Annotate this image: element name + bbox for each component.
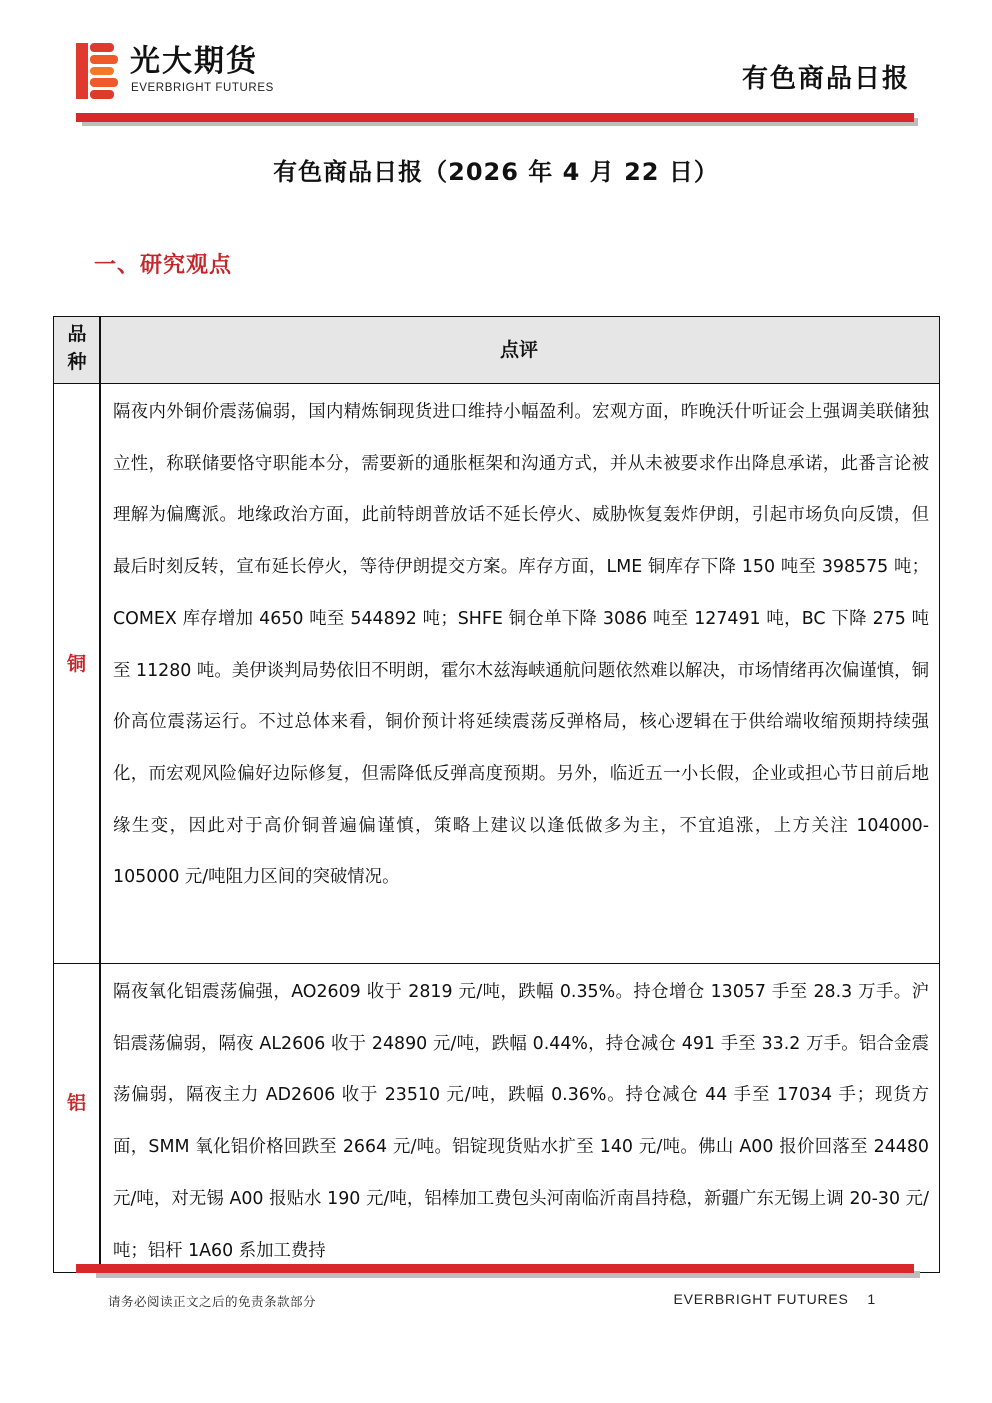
- research-table: [53, 316, 940, 1273]
- table-row-aluminium: [54, 964, 939, 1273]
- footer-rule: [76, 1264, 914, 1273]
- header-cell-product: 品种: [67, 323, 87, 373]
- footer-brand-page: [674, 1291, 876, 1307]
- logo-chinese-name: 光大期货: [130, 44, 258, 79]
- product-label-copper: 铜: [66, 653, 86, 675]
- comment-copper: 隔夜内外铜价震荡偏弱，国内精炼铜现货进口维持小幅盈利。宏观方面，昨晚沃什听证会上强调美联储独立性，称联储要恪守职能本分，需要新的通胀框架和沟通方式，并从未被要求作出降息承诺，此番言论被理解为偏鹰派。地缘政治方面，此前特朗普放话不延长停火、威胁恢复轰炸伊朗，引起市场负向反馈，但最后时刻反转，宣布延长停火，等待伊朗提交方案。库存方面，LME 铜库存下降 150 吨至 398575 吨；COMEX 库存增加 4650 吨至 544892 吨；SHFE 铜仓单下降 3086 吨至 127491 吨，BC 下降 275 吨至 11280 吨。美伊谈判局势依旧不明朗，霍尔木兹海峡通航问题依然难以解决，市场情绪再次偏谨慎，铜价高位震荡运行。不过总体来看，铜价预计将延续震荡反弹格局，核心逻辑在于供给端收缩预期持续强化，而宏观风险偏好边际修复，但需降低反弹高度预期。另外，临近五一小长假，企业或担心节日前后地缘生变，因此对于高价铜普遍偏谨慎，策略上建议以逢低做多为主，不宜追涨，上方关注 104000-105000 元/吨阻力区间的突破情况。: [113, 402, 929, 888]
- footer-disclaimer: 请务必阅读正文之后的免责条款部分: [108, 1294, 317, 1309]
- section-heading: 一、研究观点: [94, 253, 233, 278]
- footer-brand: EVERBRIGHT FUTURES: [673, 1291, 849, 1307]
- table-header-row: [54, 317, 939, 384]
- everbright-logo-icon: [76, 43, 118, 99]
- logo-english-name: EVERBRIGHT FUTURES: [131, 82, 274, 94]
- column-divider: [99, 317, 101, 1272]
- page-number: 1: [867, 1291, 876, 1307]
- product-label-aluminium: 铝: [66, 1092, 86, 1114]
- document-title: 有色商品日报（2026 年 4 月 22 日）: [273, 158, 719, 186]
- comment-aluminium: 隔夜氧化铝震荡偏强，AO2609 收于 2819 元/吨，跌幅 0.35%。持仓增仓 13057 手至 28.3 万手。沪铝震荡偏弱，隔夜 AL2606 收于 24890 元/吨，跌幅 0.44%，持仓减仓 491 手至 33.2 万手。铝合金震荡偏弱，隔夜主力 AD2606 收于 23510 元/吨，跌幅 0.36%。持仓减仓 44 手至 17034 手；现货方面，SMM 氧化铝价格回跌至 2664 元/吨。铝锭现货贴水扩至 140 元/吨。佛山 A00 报价回落至 24480 元/吨，对无锡 A00 报贴水 190 元/吨，铝棒加工费包头河南临沂南昌持稳，新疆广东无锡上调 20-30 元/吨；铝杆 1A60 系加工费持: [113, 982, 929, 1261]
- table-row-copper: [54, 384, 939, 964]
- header-rule: [76, 113, 914, 122]
- header-report-name: 有色商品日报: [741, 64, 910, 94]
- header-cell-comment: 点评: [499, 339, 538, 361]
